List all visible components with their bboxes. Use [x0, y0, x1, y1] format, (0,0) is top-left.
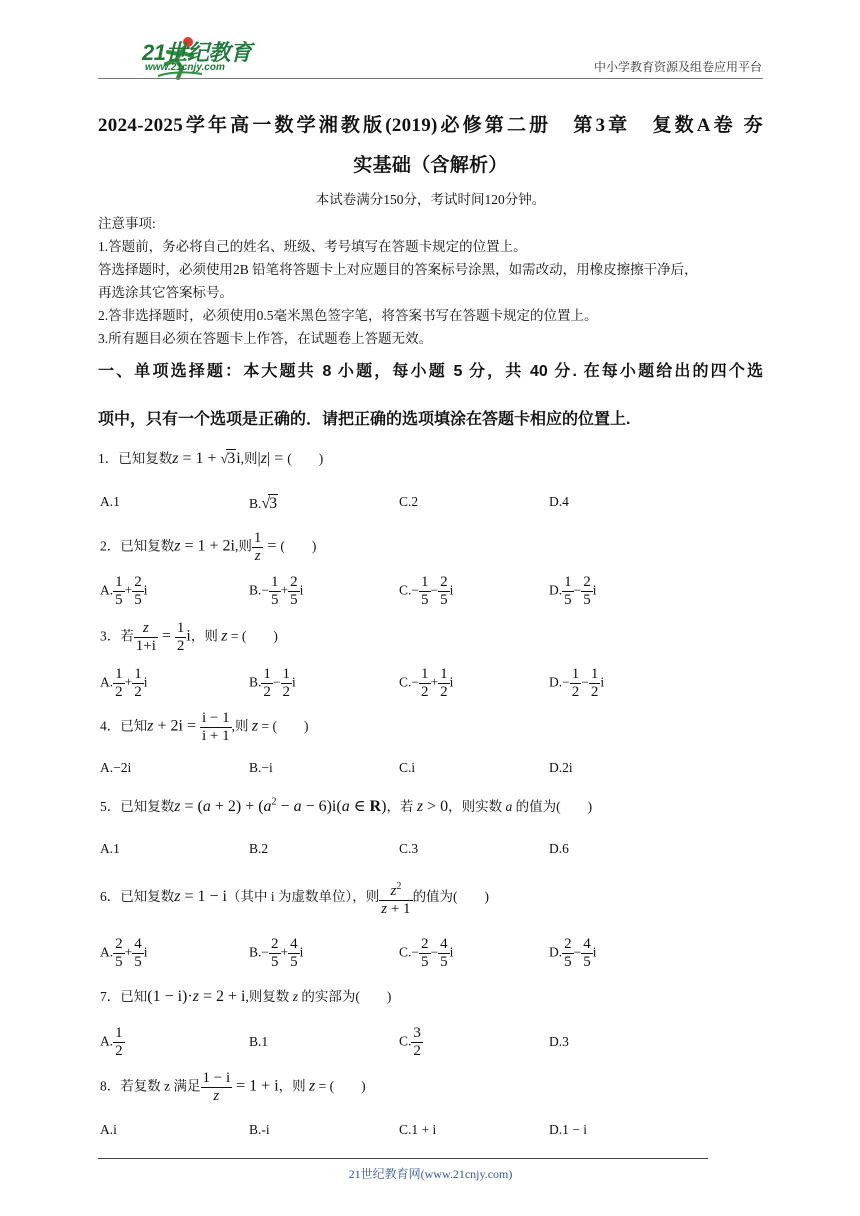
option-d: D.6: [549, 841, 569, 856]
header-platform-text: 中小学教育资源及组卷应用平台: [593, 60, 762, 74]
notes-line: 2.答非选择题时，必须使用0.5毫米黑色签字笔，将答案书写在答题卡规定的位置上。: [98, 308, 598, 323]
exam-info: 本试卷满分150分，考试时间120分钟。: [315, 192, 546, 207]
notes-line: 3.所有题目必须在答题卡上作答，在试题卷上答题无效。: [98, 331, 433, 346]
option-b: B.2: [249, 841, 269, 856]
notes-line: 注意事项:: [98, 216, 156, 231]
question-2: 2．已知复数z = 1 + 2i,则 $\frac{1}{z}$ = ( ): [100, 530, 317, 564]
question-stem: 4．已知: [100, 718, 148, 734]
option-b: B.-i: [249, 1122, 270, 1137]
question-stem: 6．已知复数: [100, 889, 175, 905]
footer-text: 21世纪教育网(www.21cnjy.com): [348, 1167, 513, 1181]
logo-url: www.21cnjy.com: [145, 62, 225, 73]
option-a: A. $\frac{2}{5}$ + $\frac{4}{5}$ i: [100, 936, 148, 970]
option-b: B.√3: [249, 495, 278, 512]
question-stem: 2．已知复数: [100, 538, 175, 554]
option-c: C.i: [399, 760, 416, 775]
option-d: D.1 − i: [549, 1122, 587, 1137]
option-a: A.1: [100, 841, 120, 856]
option-d: D.2i: [549, 760, 573, 775]
notes-block: [98, 212, 763, 350]
question-4: 4．已知z + 2i = $\frac{i - 1}{i + 1}$ ,则 z = ( ): [100, 710, 309, 744]
option-c: C.3: [399, 841, 419, 856]
question-1: 1．已知复数z = 1 + √3i,则|z| = ( ): [98, 450, 324, 467]
option-c: C.2: [399, 494, 419, 509]
section-heading-line2: 项中，只有一个选项是正确的．请把正确的选项填涂在答题卡相应的位置上.: [98, 411, 631, 428]
question-5: 5．已知复数$z = (a + 2) + (a^2 - a - 6)i(a$ ∈ R)，若 z > 0，则实数 a 的值为( ): [100, 796, 593, 815]
question-stem: 7．已知: [100, 989, 148, 1004]
notes-line: 再选涂其它答案标号。: [98, 285, 233, 300]
option-c: C. $\frac{3}{2}$: [399, 1025, 421, 1059]
question-stem: 1．已知复数: [98, 451, 173, 466]
page-title-line1: 2024-2025学年高一数学湘教版(2019)必修第二册 第3章 复数A卷 夯: [98, 115, 763, 136]
option-c: C.1 + i: [399, 1122, 437, 1137]
notes-line: 答选择题时，必须使用2B 铅笔将答题卡上对应题目的答案标号涂黑，如需改动，用橡皮擦擦干净后，: [98, 262, 698, 277]
option-b: B.−i: [249, 760, 273, 775]
option-b: B. $\frac{1}{2}$ − $\frac{1}{2}$ i: [249, 666, 296, 700]
question-3: 3．若 $\frac{z}{1+i}$ = $\frac{1}{2}$ i，则 z = ( ): [100, 620, 278, 654]
option-a: A. $\frac{1}{2}$: [100, 1025, 123, 1059]
option-a: A.1: [100, 494, 120, 509]
option-d: D.4: [549, 494, 569, 509]
option-a: A. $\frac{1}{5}$ + $\frac{2}{5}$ i: [100, 574, 148, 608]
logo-brand: 21世纪教育: [142, 40, 252, 65]
option-d: D.− $\frac{1}{2}$ − $\frac{1}{2}$ i: [549, 666, 605, 700]
option-d: D.3: [549, 1034, 569, 1049]
option-b: B.− $\frac{2}{5}$ + $\frac{4}{5}$ i: [249, 936, 304, 970]
option-a: A. $\frac{1}{2}$ + $\frac{1}{2}$ i: [100, 666, 148, 700]
question-6: 6．已知复数z = 1 − i（其中 i 为虚数单位），则 $\frac{z^2}{z + 1}$ 的值为( ): [100, 878, 489, 918]
footer-divider: [98, 1158, 708, 1159]
option-b: B.1: [249, 1034, 269, 1049]
question-8: 8．若复数 z 满足 $\frac{1 - i}{z}$ = 1 + i，则 z = ( ): [100, 1070, 366, 1104]
option-a: A.−2i: [100, 760, 132, 775]
option-c: C.− $\frac{1}{2}$ + $\frac{1}{2}$ i: [399, 666, 454, 700]
option-c: C.− $\frac{1}{5}$ − $\frac{2}{5}$ i: [399, 574, 454, 608]
question-stem: 5．已知复数: [100, 799, 175, 814]
header-divider: [98, 78, 763, 79]
option-d: D. $\frac{1}{5}$ − $\frac{2}{5}$ i: [549, 574, 597, 608]
question-7: 7．已知(1 − i)·z = 2 + i,则复数 z 的实部为( ): [100, 988, 392, 1005]
option-d: D. $\frac{2}{5}$ − $\frac{4}{5}$ i: [549, 936, 597, 970]
option-c: C.− $\frac{2}{5}$ − $\frac{4}{5}$ i: [399, 936, 454, 970]
option-a: A.i: [100, 1122, 117, 1137]
page-title-line2: 实基础（含解析）: [353, 155, 508, 176]
option-b: B.− $\frac{1}{5}$ + $\frac{2}{5}$ i: [249, 574, 304, 608]
section-heading-line1: 一、单项选择题：本大题共 8 小题，每小题 5 分，共 40 分. 在每小题给出的四个选: [98, 363, 763, 380]
question-stem: 3．若: [100, 628, 134, 644]
notes-line: 1.答题前，务必将自己的姓名、班级、考号填写在答题卡规定的位置上。: [98, 239, 527, 254]
question-stem: 8．若复数 z 满足: [100, 1078, 201, 1094]
